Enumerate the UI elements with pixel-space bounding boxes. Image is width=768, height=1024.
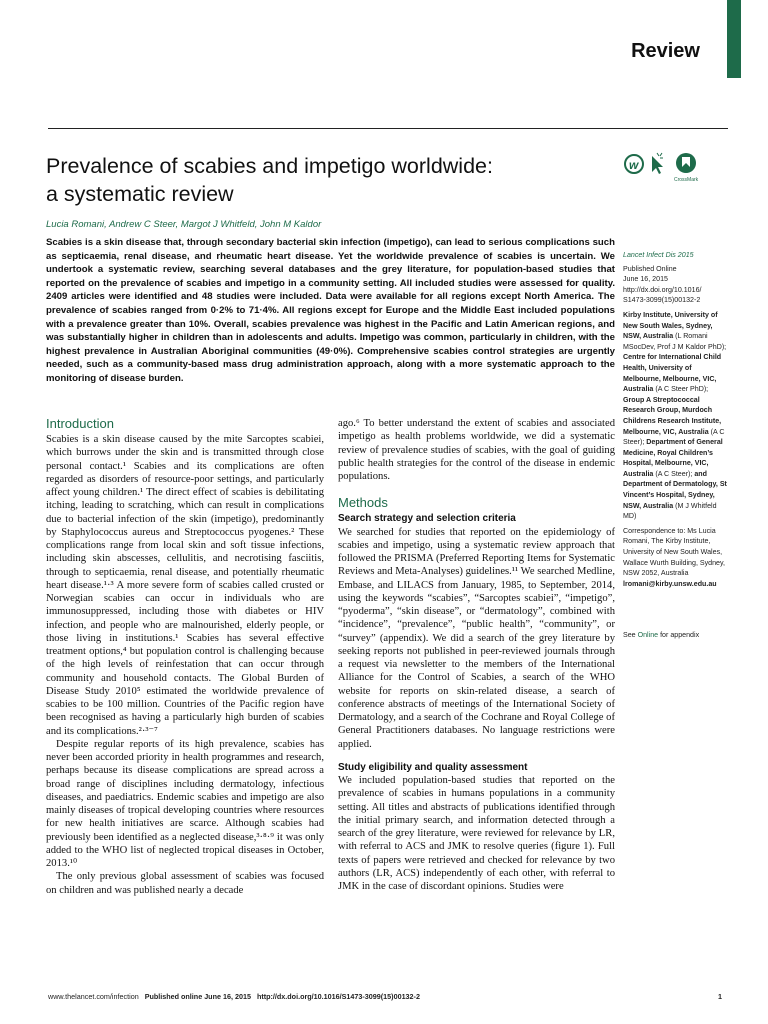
article-icons (622, 150, 712, 186)
affiliation-authors: (A C Steer PhD); (653, 385, 709, 394)
footer-site-link[interactable]: www.thelancet.com/infection (48, 992, 139, 1001)
footer (48, 992, 420, 1001)
affiliation-murdoch: Group A Streptococcal Research Group, Murdoch Childrens Research Institute, Melbourne, VIC, Australia (623, 395, 722, 436)
appendix-note-suffix: for appendix (658, 631, 700, 639)
affiliation-authors: (A C Steer); (653, 469, 695, 478)
correspondence-email[interactable]: lromani@kirby.unsw.edu.au (623, 579, 717, 588)
intro-paragraph-2: Despite regular reports of its high prevalence, scabies has never been accorded priority in health programmes and research, perhaps because its disease complications are spread across a broad range of disciplines including dermatology, infectious diseases, and paediatrics. Endemic scabies and impetigo are also mainly diseases of tropical developing countries where resources for new health initiatives are scarce. Although scabies had previously been identified as a neglected disease,³·⁸·⁹ it was only added to the WHO list of neglected tropical diseases in October, 2013.¹⁰ (46, 738, 324, 869)
affiliation-royal-childrens: Department of General Medicine, Royal Children’s Hospital, Melbourne, VIC, Australia (623, 438, 723, 478)
appendix-note-prefix: See (623, 631, 638, 639)
published-date: June 16, 2015 (623, 275, 668, 284)
doi-link-line-2[interactable]: S1473-3099(15)00132-2 (623, 296, 701, 305)
section-label: Review (631, 40, 700, 62)
intro-paragraph-1: Scabies is a skin disease caused by the mite Sarcoptes scabiei, which burrows under the skin and is transmitted through close personal contact.¹ Scabies and its complications are often regarded as disorders of resource-poor settings, and particularly affect young children.¹ The direct effect of scabies is debilitating itching, leading to scratching, which can result in complications due to bacterial infection of the skin (impetigo), predominantly by Staphylococcus aureus and Streptococcus pyogenes.² These complications range from local skin and soft tissue infections, including skin abscesses, cellulitis, and necrotising fasciitis, through to septicaemia, renal disease, and potentially rheumatic heart disease.¹·³ A more severe form of scabies called crusted or Norwegian scabies can occur in individuals who are immunosuppressed, including those with diabetes or HIV infection, and people who are malnourished, elderly people, or those living in institutions.¹ Scabies has several effective treatment options,⁴ but population control is challenging because of the high levels of reinfestation that can occur through community and household contacts. The Global Burden of Disease Study 2010⁵ estimated the worldwide prevalence of scabies to be 100 million. Countries of the Pacific region have been recognised as having a particularly high burden of scabies and its complications.²·³⁻⁷ (46, 434, 324, 737)
doi-link-line-1[interactable]: http://dx.doi.org/10.1016/ (623, 285, 702, 294)
left-column (46, 416, 324, 897)
title-line-1: Prevalence of scabies and impetigo worldwide: (46, 154, 493, 178)
footer-doi-link[interactable]: http://dx.doi.org/10.1016/S1473-3099(15)00132-2 (256, 992, 420, 1001)
web-extra-icon[interactable] (622, 150, 712, 186)
correspondence: Correspondence to: Ms Lucia Romani, The Kirby Institute, University of New South Wales, Wallace Wurth Building, Sydney, NSW 2052, Australia (623, 526, 725, 578)
search-strategy-paragraph: We searched for studies that reported on the epidemiology of scabies and impetigo, using a systematic review approach that followed the PRISMA (Preferred Reporting Items for Systematic Reviews and Meta-Analyses) guidelines.¹¹ We searched Medline, Embase, and LILACS from January, 1985, to September, 2014, using the keywords “scabies”, “Sarcoptes scabiei”, “impetigo”, “pyoderma”, “skin disease”, or “dermatology”, combined with “incidence”, “prevalence”, “public health”, “community”, or “survey” (appendix). We did a search of the grey literature by seeking reports not published in peer-reviewed journals through a request via newsletter to the members of the International Alliance for the Control of Scabies, a search of the WHO website for reports on skin-related disease, a search of conference abstracts of meetings of the International Society of Dermatology, and a search of the Cochrane and Royal College of General Practitioners databases. No language restrictions were applied. (338, 526, 615, 750)
appendix-note (623, 630, 731, 641)
author-list: Lucia Romani, Andrew C Steer, Margot J Whitfeld, John M Kaldor (46, 219, 322, 230)
affiliations (623, 310, 731, 522)
footer-published: Published online June 16, 2015 (144, 992, 251, 1001)
journal-citation: Lancet Infect Dis 2015 (623, 251, 694, 259)
appendix-link[interactable]: Online (637, 631, 659, 639)
eligibility-paragraph: We included population-based studies that reported on the prevalence of scabies in humans populations in a community setting. All titles and abstracts of publications identified through the initial primary search, and information detected through a search of the grey literature, were reviewed for relevance by LR, with referral to ACS and JMK to resolve queries (figure 1). Full texts of papers were retrieved and checked for relevance by two authors (LR, ACS) independently of each other, with referral to JMK in the case of discordant opinions. Studies were (338, 775, 615, 892)
page-number: 1 (718, 992, 722, 1001)
affiliation-kirby: Kirby Institute, University of New South Wales, Sydney, NSW, Australia (623, 310, 718, 341)
methods-heading: Methods (338, 495, 388, 511)
title-line-2: a systematic review (46, 182, 234, 206)
introduction-heading: Introduction (46, 416, 114, 431)
affiliation-authors: (L Romani MSocDev, Prof J M Kaldor PhD); (623, 332, 727, 351)
published-online-label: Published Online (623, 264, 677, 273)
sidebar (623, 250, 731, 589)
eligibility-heading: Study eligibility and quality assessment (338, 761, 528, 773)
intro-continued-paragraph: ago.⁶ To better understand the extent of scabies and associated impetigo as health problems worldwide, we did a systematic review of prevalence studies of scabies, with the goal of guiding public health strategies for the control of the disease in endemic populations. (338, 418, 615, 482)
affiliation-child-health: Centre for International Child Health, University of Melbourne, Melbourne, VIC, Australia (623, 353, 722, 394)
article-title (46, 152, 566, 208)
affiliation-st-vincents: and Department of Dermatology, St Vincent’s Hospital, Sydney, NSW, Australia (623, 469, 727, 510)
affiliation-authors: (A C Steer); (623, 427, 725, 447)
right-column (338, 417, 615, 893)
journal-color-bar (727, 0, 741, 78)
search-strategy-heading: Search strategy and selection criteria (338, 513, 516, 525)
crossmark-label[interactable]: CrossMark (674, 177, 699, 183)
affiliation-authors: (M J Whitfeld MD) (623, 501, 717, 521)
abstract: Scabies is a skin disease that, through secondary bacterial skin infection (impetigo), can lead to serious complications such as septicaemia, renal disease, and rheumatic heart disease. Yet the worldwide prevalence of scabies is uncertain. We undertook a systematic review, searching several databases and the grey literature, for population-based studies that reported on the prevalence of scabies and impetigo in a community setting. All included studies were assessed for quality. 2409 articles were identified and 48 studies were included. Data were available for all regions except North America. The prevalence of scabies ranged from 0·2% to 71·4%. All regions except for Europe and the Middle East included populations with a prevalence greater than 10%. Overall, scabies prevalence was highest in the Pacific and Latin American regions, and was substantially higher in children than in adolescents and adults. Impetigo was common, particularly in children, with the highest prevalence in Australian Aboriginal communities (49·0%). Comprehensive scabies control strategies are urgently needed, such as a community-based mass drug administration approach, along with a more systematic approach to the monitoring of disease burden. (46, 237, 615, 384)
svg-text:w: w (629, 158, 639, 172)
header-rule (48, 128, 728, 129)
intro-paragraph-3: The only previous global assessment of scabies was focused on children and was published nearly a decade (46, 871, 324, 896)
